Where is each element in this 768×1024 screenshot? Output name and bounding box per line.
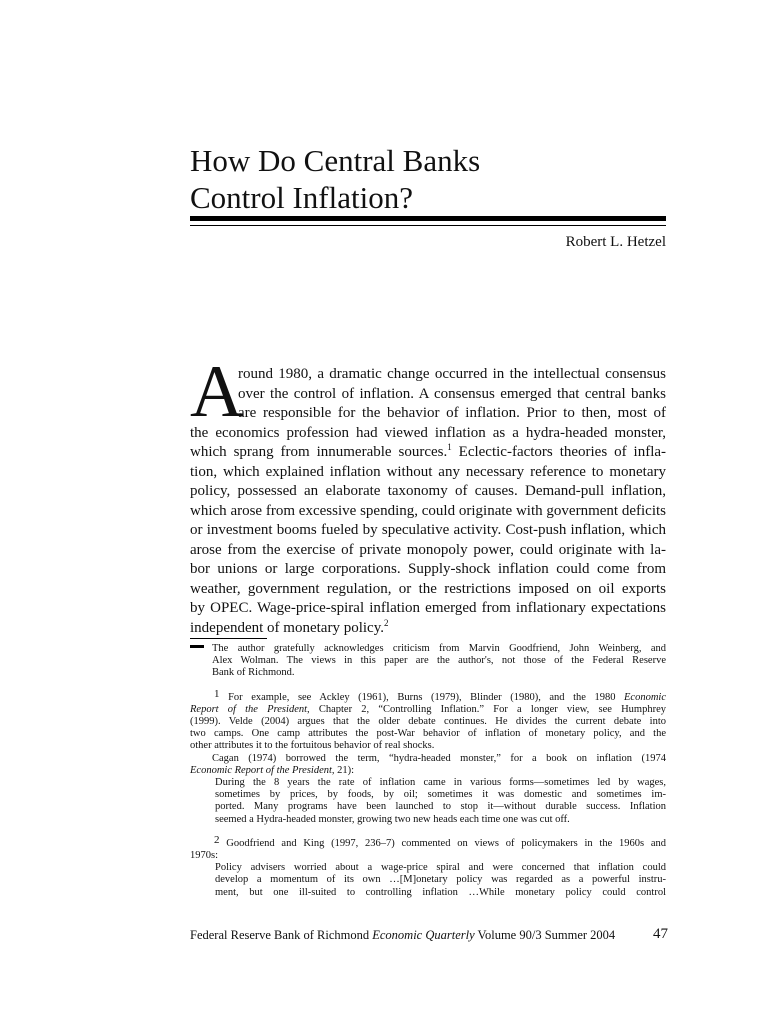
body-line: round 1980, a dramatic change occurred in the intellectual consensus bbox=[238, 366, 666, 382]
block-quote-line: seemed a Hydra-headed monster, growing two new heads each time one was cut off. bbox=[215, 813, 570, 825]
body-line: arose from the exercise of private monopoly power, could originate with la- bbox=[190, 541, 666, 558]
footnote-text: , Chapter 2, “Controlling Inflation.” For a longer view, see Humphrey bbox=[307, 703, 666, 715]
block-quote-line: develop a momentum of its own …[M]onetary policy was regarded as a powerful instru- bbox=[215, 874, 666, 886]
footnote-number: 1 bbox=[214, 687, 220, 700]
author-name: Robert L. Hetzel bbox=[565, 234, 666, 250]
body-line: tion, which explained inflation without any necessary reference to monetary bbox=[190, 463, 666, 480]
block-quote-line: During the 8 years the rate of inflation came in various forms—sometimes led by wages, bbox=[215, 777, 666, 789]
footnote-line: 1970s: bbox=[190, 850, 219, 862]
block-quote-line: ment, but one ill-suited to controlling inflation …While monetary policy could control bbox=[215, 886, 666, 898]
body-line: the economics profession had viewed inflation as a hydra-headed monster, bbox=[190, 424, 666, 441]
footnote-text: Goodfriend and King (1997, 236–7) commented on views of policymakers in the 1960s and bbox=[226, 837, 667, 849]
footer-issue: Volume 90/3 Summer 2004 bbox=[474, 928, 616, 942]
body-line-part: independent of monetary policy. bbox=[190, 619, 384, 636]
body-line: or investment booms fueled by speculative activity. Cost-push inflation, which bbox=[190, 522, 666, 538]
title-line-2: Control Inflation? bbox=[190, 180, 413, 215]
footnote-citation: Report of the President bbox=[190, 703, 308, 715]
page-title bbox=[190, 142, 670, 216]
body-line bbox=[190, 443, 666, 463]
footer-publisher: Federal Reserve Bank of Richmond bbox=[190, 928, 373, 942]
title-rule-thick bbox=[190, 216, 666, 221]
footnote-number: 2 bbox=[214, 833, 220, 846]
body-line: by OPEC. Wage-price-spiral inflation emerged from inflationary expectations bbox=[190, 600, 666, 616]
block-quote-line: sometimes by prices, by foods, by oil; sometimes it was domestic and sometimes im- bbox=[215, 789, 666, 801]
body-line: over the control of inflation. A consensus emerged that central banks bbox=[238, 385, 666, 402]
footnote-text: 21): bbox=[334, 764, 355, 776]
footnote-ref-1[interactable]: 1 bbox=[447, 442, 452, 452]
footnote-citation: Economic Report of the President, bbox=[190, 764, 335, 776]
body-line: policy, possessed an elaborate taxonomy of causes. Demand-pull inflation, bbox=[190, 483, 666, 499]
footer-journal: Economic Quarterly bbox=[372, 928, 475, 942]
author-note bbox=[190, 643, 666, 680]
footnote-line: Bank of Richmond. bbox=[212, 667, 295, 679]
block-quote-line: Policy advisers worried about a wage-price spiral and were concerned that inflation could bbox=[215, 862, 666, 874]
footnote-line: Alex Wolman. The views in this paper are the author's, not those of the Federal Reserve bbox=[212, 655, 666, 667]
drop-cap: A bbox=[190, 351, 244, 433]
footnotes bbox=[190, 643, 666, 907]
body-line: are responsible for the behavior of inflation. Prior to then, most of bbox=[238, 405, 666, 421]
footnote-line: two camps. One camp attributes the post-War behavior of inflation of monetary policy, and the bbox=[190, 728, 666, 740]
body-line bbox=[190, 619, 666, 639]
footnote-line: Cagan (1974) borrowed the term, “hydra-headed monster,” for a book on inflation (1974 bbox=[212, 752, 666, 764]
page-number: 47 bbox=[653, 926, 668, 942]
body-line: weather, government regulation, or the restrictions imposed on oil exports bbox=[190, 580, 666, 597]
footnote-text: For example, see Ackley (1961), Burns (1979), Blinder (1980), and the 1980 bbox=[228, 691, 625, 703]
footnote-2 bbox=[190, 834, 666, 899]
footnote-line bbox=[190, 688, 666, 704]
footnote-line bbox=[190, 765, 666, 777]
body-line: which arose from excessive spending, could originate with government deficits bbox=[190, 502, 666, 519]
body-line-part: which sprang from innumerable sources. bbox=[190, 444, 448, 460]
title-line-1: How Do Central Banks bbox=[190, 143, 481, 178]
footnote-rule bbox=[190, 638, 267, 639]
block-quote-line: ported. Many programs have been launched to stop it—without durable success. Inflation bbox=[215, 801, 666, 813]
title-rule-thin bbox=[190, 225, 666, 226]
footnote-ref-2[interactable]: 2 bbox=[383, 617, 389, 628]
footnote-line: The author gratefully acknowledges criticism from Marvin Goodfriend, John Weinberg, and bbox=[212, 643, 666, 654]
footnote-citation: Economic bbox=[624, 691, 667, 703]
footnote-line: other attributes it to the fortuitous behavior of real shocks. bbox=[190, 740, 435, 752]
footnote-line bbox=[190, 704, 666, 716]
footnote-line bbox=[190, 834, 666, 850]
body-paragraph bbox=[190, 365, 666, 638]
body-line-part: Eclectic-factors theories of infla- bbox=[451, 444, 667, 460]
body-line: bor unions or large corporations. Supply-shock inflation could come from bbox=[190, 561, 666, 577]
footnote-line: (1999). Velde (2004) argues that the older debate continues. He divides the current debate into bbox=[190, 716, 666, 728]
footnote-1 bbox=[190, 688, 666, 826]
running-footer bbox=[190, 927, 668, 943]
